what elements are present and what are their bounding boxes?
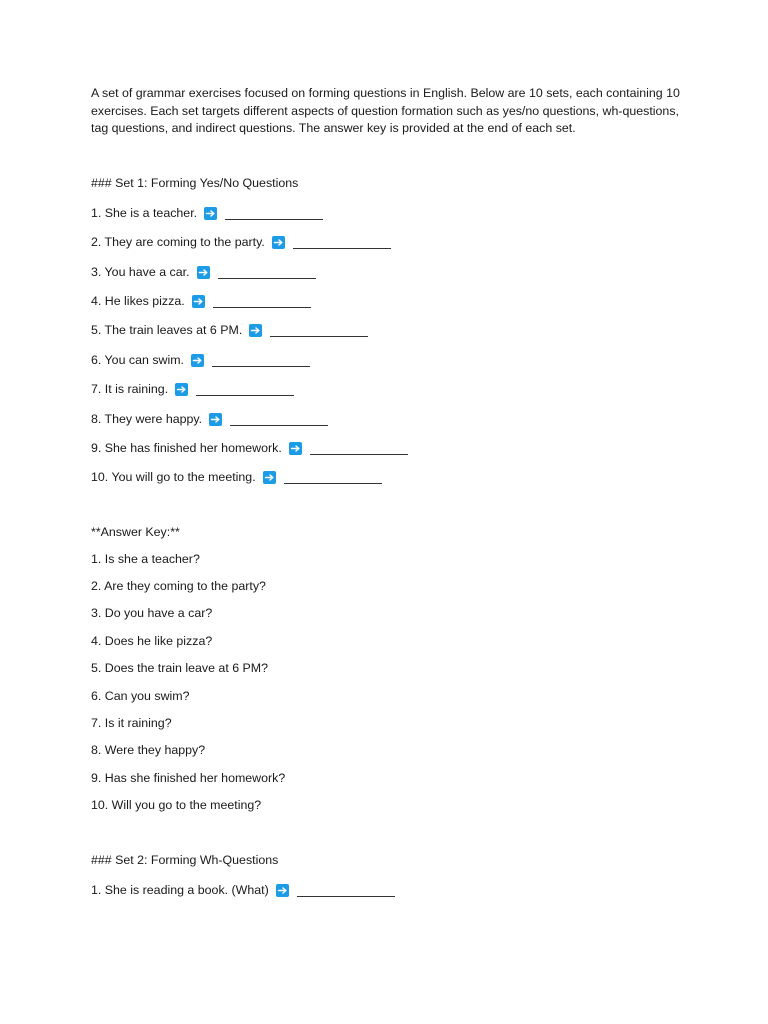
- right-arrow-icon: [249, 324, 262, 337]
- exercise-text: 6. You can swim.: [91, 352, 184, 367]
- set1-heading: ### Set 1: Forming Yes/No Questions: [91, 175, 299, 190]
- right-arrow-icon: [263, 471, 276, 484]
- set2-heading: ### Set 2: Forming Wh-Questions: [91, 852, 279, 867]
- exercise-item: [91, 469, 681, 498]
- exercise-text: 9. She has finished her homework.: [91, 440, 282, 455]
- answer-key-label: **Answer Key:**: [91, 524, 180, 539]
- exercise-item: [91, 411, 681, 440]
- answer-blank: [270, 322, 368, 337]
- answer-item: 8. Were they happy?: [91, 743, 206, 758]
- set1-answer-list: [91, 551, 681, 825]
- exercise-text: 7. It is raining.: [91, 382, 169, 397]
- answer-blank: [310, 440, 408, 455]
- exercise-item: [91, 234, 681, 263]
- answer-item: 4. Does he like pizza?: [91, 633, 213, 648]
- answer-item: 3. Do you have a car?: [91, 606, 213, 621]
- answer-item: 10. Will you go to the meeting?: [91, 798, 262, 813]
- exercise-text: 5. The train leaves at 6 PM.: [91, 323, 243, 338]
- answer-item: 7. Is it raining?: [91, 716, 172, 731]
- exercise-item: [91, 381, 681, 410]
- set2-exercise-list: [91, 882, 681, 911]
- answer-item: 1. Is she a teacher?: [91, 551, 200, 566]
- exercise-item: [91, 440, 681, 469]
- exercise-item: [91, 293, 681, 322]
- set1-exercise-list: [91, 205, 681, 499]
- answer-item: 6. Can you swim?: [91, 688, 190, 703]
- right-arrow-icon: [209, 413, 222, 426]
- right-arrow-icon: [276, 884, 289, 897]
- answer-item: 9. Has she finished her homework?: [91, 770, 286, 785]
- exercise-item: [91, 352, 681, 381]
- right-arrow-icon: [289, 442, 302, 455]
- exercise-text: 4. He likes pizza.: [91, 293, 185, 308]
- answer-blank: [213, 293, 311, 308]
- answer-blank: [212, 352, 310, 367]
- exercise-item: [91, 322, 681, 351]
- right-arrow-icon: [204, 207, 217, 220]
- exercise-text: 8. They were happy.: [91, 411, 203, 426]
- answer-item: 2. Are they coming to the party?: [91, 579, 266, 594]
- right-arrow-icon: [192, 295, 205, 308]
- exercise-text: 10. You will go to the meeting.: [91, 470, 256, 485]
- answer-item: 5. Does the train leave at 6 PM?: [91, 661, 269, 676]
- answer-blank: [293, 234, 391, 249]
- document-page: [91, 85, 681, 911]
- right-arrow-icon: [272, 236, 285, 249]
- answer-blank: [230, 411, 328, 426]
- exercise-text: 3. You have a car.: [91, 264, 190, 279]
- exercise-item: [91, 205, 681, 234]
- answer-blank: [284, 469, 382, 484]
- answer-blank: [225, 205, 323, 220]
- answer-blank: [196, 381, 294, 396]
- exercise-text: 2. They are coming to the party.: [91, 235, 265, 250]
- exercise-text: 1. She is reading a book. (What): [91, 882, 269, 897]
- right-arrow-icon: [191, 354, 204, 367]
- exercise-text: 1. She is a teacher.: [91, 205, 198, 220]
- right-arrow-icon: [197, 266, 210, 279]
- intro-paragraph: A set of grammar exercises focused on forming questions in English. Below are 10 sets, each containing 10 exercises. Each set targets different aspects of question formation such as yes/no questions, wh-questions, tag questions, and indirect questions. The answer key is provided at the end of each set.: [91, 86, 680, 136]
- answer-blank: [218, 264, 316, 279]
- exercise-item: [91, 882, 681, 911]
- answer-blank: [297, 882, 395, 897]
- exercise-item: [91, 264, 681, 293]
- right-arrow-icon: [175, 383, 188, 396]
